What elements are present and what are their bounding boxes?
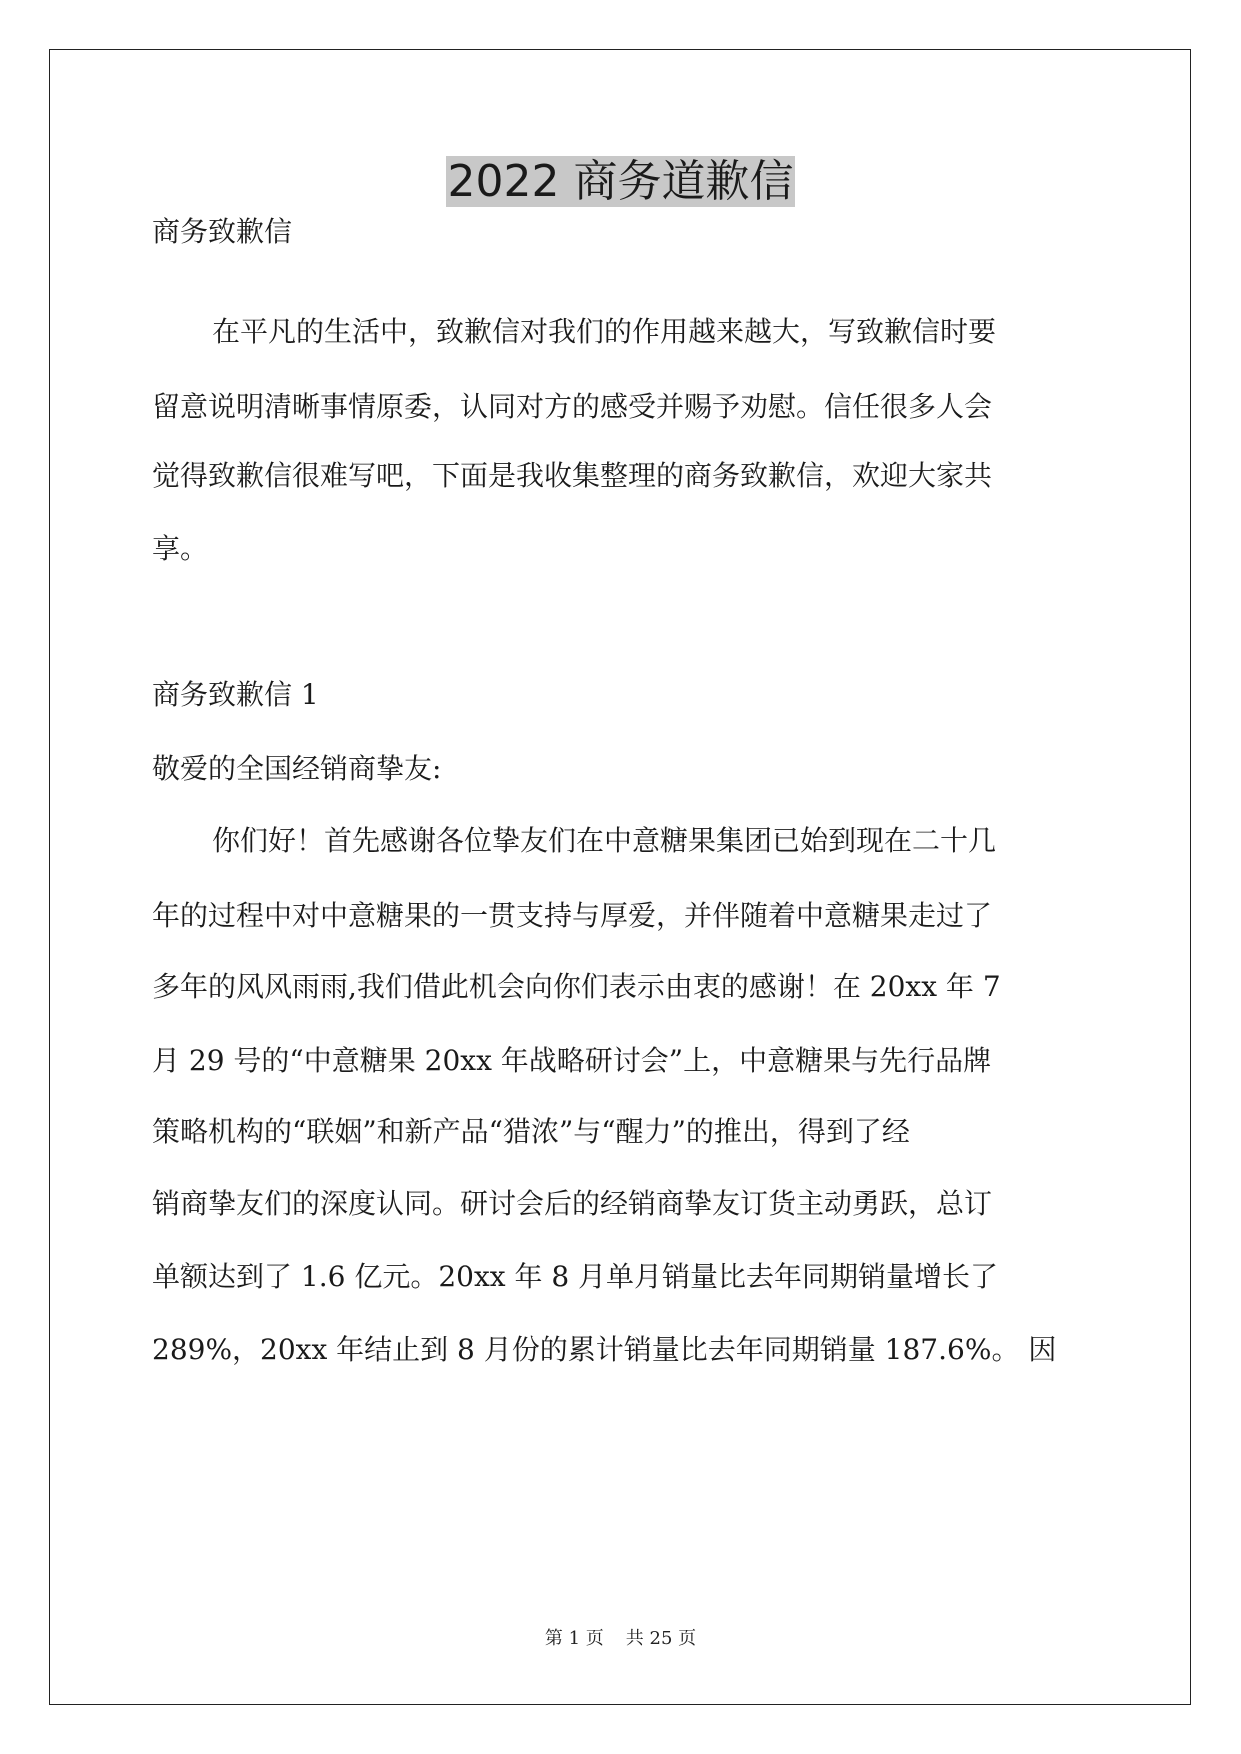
intro-line: 在平凡的生活中，致歉信对我们的作用越来越大，写致歉信时要 <box>212 315 997 348</box>
body-line: 多年的风风雨雨,我们借此机会向你们表示由衷的感谢！在 20xx 年 7 <box>152 970 1001 1003</box>
salutation: 敬爱的全国经销商挚友: <box>152 752 442 785</box>
body-line: 289%，20xx 年结止到 8 月份的累计销量比去年同期销量 187.6%。 因 <box>152 1333 1057 1366</box>
body-line: 销商挚友们的深度认同。研讨会后的经销商挚友订货主动勇跃，总订 <box>152 1187 993 1220</box>
intro-line: 留意说明清晰事情原委，认同对方的感受并赐予劝慰。信任很多人会 <box>152 390 993 423</box>
page-number: 第 1 页 <box>544 1628 604 1649</box>
intro-line: 觉得致歉信很难写吧，下面是我收集整理的商务致歉信，欢迎大家共 <box>152 459 993 492</box>
letter-heading: 商务致歉信 1 <box>152 678 319 711</box>
body-line: 你们好！首先感谢各位挚友们在中意糖果集团已始到现在二十几 <box>212 824 997 857</box>
page-border <box>49 49 1191 1705</box>
page-total: 共 25 页 <box>625 1628 697 1649</box>
intro-line: 享。 <box>152 532 209 565</box>
body-line: 单额达到了 1.6 亿元。20xx 年 8 月单月销量比去年同期销量增长了 <box>152 1260 999 1293</box>
section-heading: 商务致歉信 <box>152 215 293 248</box>
document-title <box>0 152 1241 212</box>
body-line: 年的过程中对中意糖果的一贯支持与厚爱，并伴随着中意糖果走过了 <box>152 899 993 932</box>
document-title-text: 2022 商务道歉信 <box>447 156 794 207</box>
body-line: 月 29 号的“中意糖果 20xx 年战略研讨会”上，中意糖果与先行品牌 <box>152 1044 992 1077</box>
body-line: 策略机构的“联姻”和新产品“猎浓”与“醒力”的推出，得到了经 <box>152 1115 910 1148</box>
page-footer <box>0 1627 1241 1651</box>
